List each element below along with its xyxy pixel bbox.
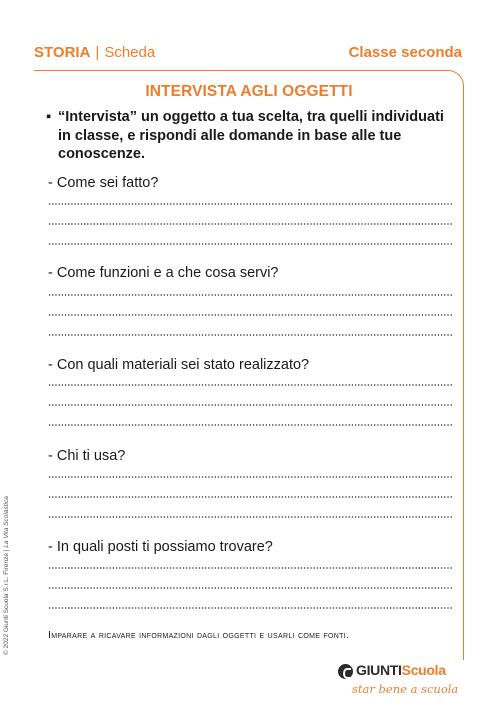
answer-line[interactable]	[48, 607, 452, 609]
answer-line[interactable]	[48, 567, 452, 569]
sheet-kind: Scheda	[104, 44, 156, 61]
answer-line[interactable]	[48, 294, 452, 296]
answer-line[interactable]	[48, 516, 452, 518]
answer-line[interactable]	[48, 424, 452, 426]
question-1: - Come sei fatto?	[48, 175, 159, 191]
copyright-note	[3, 455, 13, 655]
answer-line[interactable]	[48, 496, 452, 498]
answer-line[interactable]	[48, 314, 452, 316]
header-separator: |	[95, 44, 100, 61]
answer-line[interactable]	[48, 223, 452, 225]
logo-brand-main: GIUNTI	[356, 662, 402, 678]
answer-line[interactable]	[48, 203, 452, 205]
subject-name: STORIA	[34, 44, 91, 61]
subject-label	[34, 44, 155, 61]
answer-line[interactable]	[48, 334, 452, 336]
question-2: - Come funzioni e a che cosa servi?	[48, 265, 279, 281]
answer-line[interactable]	[48, 404, 452, 406]
answer-line[interactable]	[48, 476, 452, 478]
giunti-g-icon	[338, 664, 353, 679]
question-4: - Chi ti usa?	[48, 448, 126, 464]
answer-line[interactable]	[48, 384, 452, 386]
page-header	[34, 44, 462, 66]
logo-tagline: star bene a scuola	[352, 682, 459, 696]
answer-line[interactable]	[48, 587, 452, 589]
magazine-name: La Vita Scolastica	[3, 496, 10, 548]
logo-brand-accent: Scuola	[401, 662, 446, 678]
publisher-logo	[334, 662, 459, 702]
grade-label: Classe seconda	[348, 44, 462, 61]
copyright-text: © 2022 Giunti Scuola S.r.L. Firenze |	[3, 547, 10, 655]
instruction-text: “Intervista” un oggetto a tua scelta, tra quelli individuati in classe, e rispondi alle domande in base alle tue conoscenze.	[58, 109, 444, 162]
question-5: - In quali posti ti possiamo trovare?	[48, 539, 273, 555]
logo-brand	[356, 662, 446, 678]
answer-line[interactable]	[48, 243, 452, 245]
learning-objective: Imparare a ricavare informazioni dagli oggetti e usarli come fonti.	[48, 629, 350, 641]
instruction	[46, 108, 456, 164]
worksheet-title: INTERVISTA AGLI OGGETTI	[145, 83, 353, 100]
bullet-icon: ▪	[46, 109, 52, 125]
question-3: - Con quali materiali sei stato realizzato?	[48, 357, 310, 373]
